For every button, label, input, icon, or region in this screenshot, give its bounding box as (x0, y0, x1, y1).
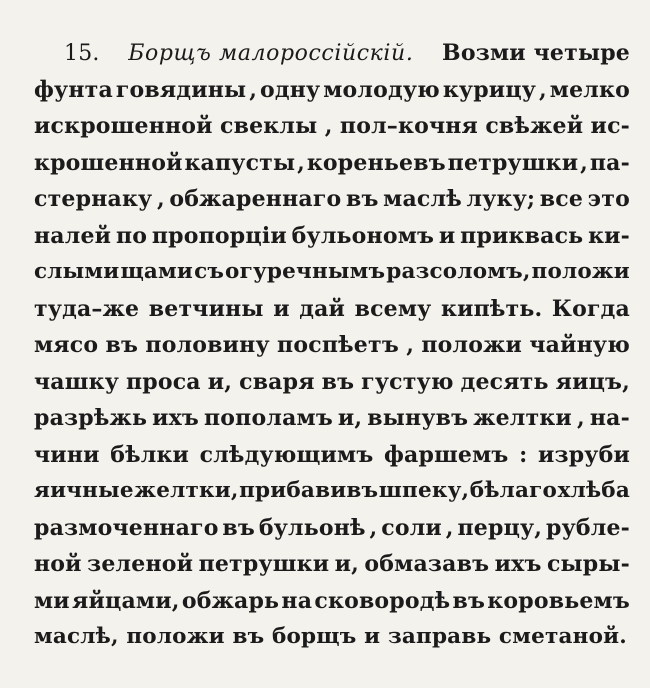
word: желтки (473, 405, 572, 431)
word: соли (381, 514, 442, 541)
word: приквась (460, 222, 584, 249)
word: поспѣетъ (277, 332, 399, 358)
word: положи (531, 259, 630, 284)
word: крошенной (34, 149, 183, 176)
word: , (576, 405, 585, 431)
word: , (445, 514, 454, 541)
recipe-text (34, 40, 630, 661)
word: на- (589, 405, 630, 431)
recipe-line (34, 150, 630, 187)
word: фаршемъ (383, 441, 509, 468)
recipe-line (34, 442, 630, 479)
word: въ (346, 186, 379, 212)
word: обмазавъ (364, 551, 490, 577)
word: , (249, 76, 258, 103)
word: разсоломъ, (386, 259, 531, 284)
recipe-line (34, 515, 630, 552)
word: это (587, 186, 630, 212)
recipe-line (34, 223, 630, 260)
word: мясо (34, 332, 99, 358)
word: въ (105, 332, 139, 358)
word: чайную (529, 332, 630, 358)
word: говядины (115, 76, 247, 103)
word: ис- (590, 113, 630, 139)
recipe-line (34, 77, 630, 114)
word: налей (34, 222, 112, 249)
word: сковородѣ (314, 587, 451, 614)
word: Когда (551, 295, 630, 322)
word: пол–кочня (339, 113, 478, 139)
word: проса (125, 368, 201, 395)
word: сыры- (546, 551, 630, 577)
word: яицъ, (555, 368, 630, 395)
recipe-title: Борщъ малороссійскій. (128, 41, 414, 66)
word: въ (222, 514, 255, 541)
word: петрушки (447, 149, 579, 176)
recipe-line (34, 259, 630, 296)
recipe-line (34, 296, 630, 333)
word: маслѣ (383, 186, 462, 212)
recipe-number: 15. (64, 41, 100, 66)
word: бѣлаго (469, 478, 558, 503)
word: стернаку (34, 186, 153, 212)
word: дай (299, 295, 346, 322)
word: искрошенной (34, 113, 213, 139)
word: кореньевъ (306, 149, 446, 176)
word: мелко (549, 76, 630, 103)
word: па- (589, 149, 630, 176)
word: вынувъ (367, 405, 469, 431)
recipe-line (34, 551, 630, 588)
word: обжарь (181, 587, 280, 614)
word: , (324, 113, 333, 139)
word: свеклы (220, 113, 318, 139)
word: разрѣжь (34, 405, 148, 431)
word: петрушки (198, 551, 330, 577)
word: пропорціи (151, 222, 287, 249)
word: пополамъ (204, 405, 333, 431)
word: коровьемъ (487, 587, 630, 614)
word: размоченнаго (34, 514, 219, 541)
recipe-line-last: маслѣ, положи въ борщъ и заправь сметаной. (34, 624, 627, 649)
word: туда–же (34, 295, 140, 322)
word: кипѣть. (440, 295, 543, 322)
word: бульонѣ (258, 514, 366, 541)
word: положи (421, 332, 523, 358)
word: ной (34, 551, 82, 577)
word: ихъ (494, 551, 542, 577)
word: густую (361, 368, 454, 395)
word: , (369, 514, 378, 541)
recipe-line: Возми четыре (442, 40, 630, 66)
word: сваря (239, 368, 315, 395)
word: фунта (34, 76, 113, 103)
word: въ (452, 587, 486, 614)
recipe-line (34, 186, 630, 223)
word: рубле- (546, 514, 630, 541)
word: бульономъ (291, 222, 435, 249)
word: чини (34, 441, 100, 468)
word: щами (120, 259, 194, 284)
word: и, (207, 368, 233, 395)
word: и (273, 295, 290, 322)
word: по (115, 222, 148, 249)
word: ветчины (148, 295, 264, 322)
word: ихъ (152, 405, 199, 431)
word: : (519, 441, 528, 468)
word: яичные (34, 478, 134, 503)
recipe-line (34, 369, 630, 406)
word: перцу, (457, 514, 543, 541)
word: въ (321, 368, 355, 395)
word: курицу (442, 76, 537, 103)
word: молодую (323, 76, 440, 103)
word: и, (334, 551, 360, 577)
word: и (438, 222, 456, 249)
word: , (580, 149, 589, 176)
word: шпеку, (378, 478, 470, 503)
word: чашку (34, 368, 119, 395)
word: огуречнымъ (225, 259, 386, 284)
word: слѣдующимъ (199, 441, 374, 468)
word: свѣжей (485, 113, 584, 139)
word: и, (337, 405, 363, 431)
word: ки- (588, 222, 630, 249)
word: , (297, 149, 305, 176)
word: съ (194, 259, 225, 284)
word: желтки, (134, 478, 239, 503)
word: зеленой (87, 551, 194, 577)
word: все (539, 186, 584, 212)
word: половину (145, 332, 270, 358)
word: одну (259, 76, 321, 103)
word: всему (354, 295, 432, 322)
word: изруби (537, 441, 630, 468)
word: обжареннаго (169, 186, 342, 212)
recipe-line (34, 478, 630, 515)
recipe-line-first (34, 40, 630, 77)
word: десять (460, 368, 549, 395)
recipe-line (34, 113, 630, 150)
word: , (538, 76, 547, 103)
word: слыми (34, 259, 120, 284)
word: , (156, 186, 165, 212)
word: капусты (184, 149, 296, 176)
word: прибавивъ (239, 478, 379, 503)
word: луку; (466, 186, 536, 212)
word: хлѣба (557, 478, 630, 503)
word: бѣлки (110, 441, 190, 468)
recipe-line (34, 405, 630, 442)
recipe-line (34, 588, 630, 625)
word: , (406, 332, 415, 358)
word: яйцами, (72, 587, 180, 614)
recipe-line (34, 332, 630, 369)
word: на (281, 587, 313, 614)
word: ми (34, 587, 70, 614)
